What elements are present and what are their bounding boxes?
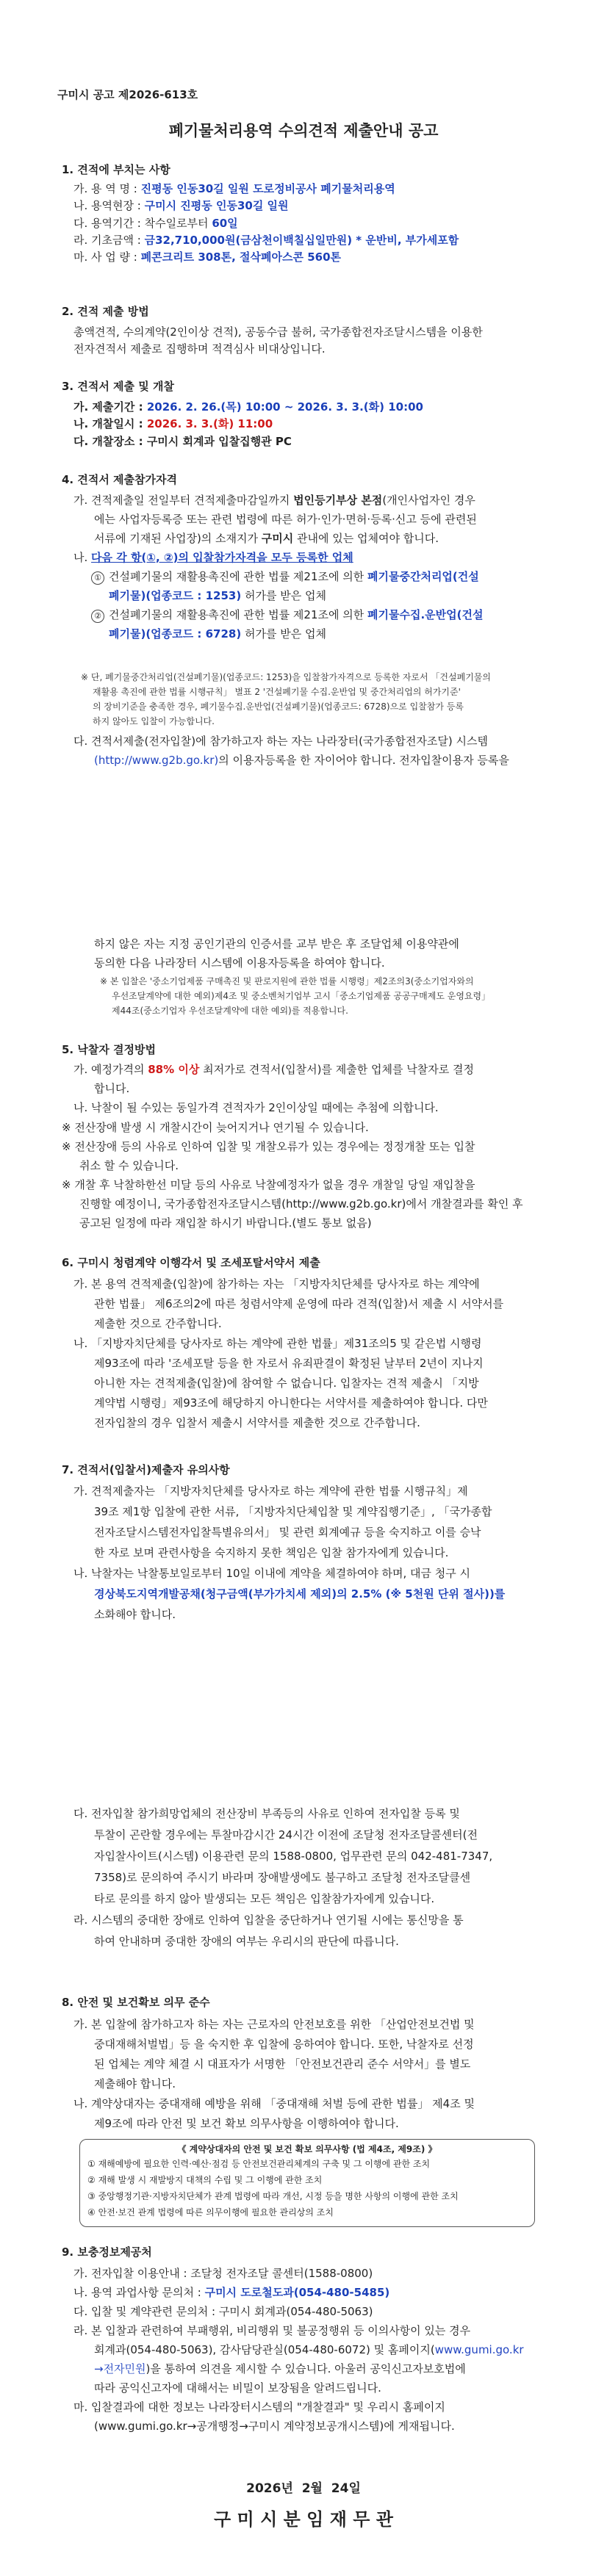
item-quantity: 마. 사 업 량 : 폐콘크리트 308톤, 절삭폐아스콘 560톤 [73,250,341,264]
box-title: 《 계약상대자의 안전 및 보건 확보 의무사항 (법 제4조, 제9조) 》 [177,2144,437,2154]
section-7-top: 가. 견적제출자는 「지방자치단체를 당사자로 하는 계약에 관한 법률 시행규칙」제 39조 제1항 입찰에 관한 서류, 「지방자치단체입찰 및 계약집행기준」, 「국가종합 전자조달시스템전자입찰특별유의서」 및 관련 회계예규 등을 숙지하고 이를 승낙 한 자로 보며 관련사항을 숙지하지 못한 책임은 입찰 참가자에게 있습니다. 나. 낙찰자는 낙찰통보일로부터 10일 이내에 계약을 체결하여야 하며, 대금 청구 시 경상북도지역개발공채(청구금액(부가가치세 제외)의 2.5% (※ 5천원 단위 절사))를 소화해야 합니다. [73,1484,506,1621]
section-3-body: 가. 제출기간 : 2026. 2. 26.(목) 10:00 ~ 2026. 3. 3.(화) 10:00 나. 개찰일시 : 2026. 3. 3.(화) 11:00 다. 개찰장소 : 구미시 회계과 입찰집행관 PC [73,400,423,448]
page-title: 폐기물처리용역 수의견적 제출안내 공고 [168,122,439,140]
section-9-heading: 9. 보충정보제공처 [62,2245,152,2259]
section-9-body: 가. 전자입찰 이용안내 : 조달청 전자조달 콜센터(1588-0800) 나. 용역 과업사항 문의처 : 구미시 도로철도과(054-480-5485) 다. 입찰 및 계약관련 문의처 : 구미시 회계과(054-480-5063) 라. 본 입찰과 관련하여 부패행위, 비리행위 및 불공정행위 등 이의사항이 있는 경우 회계과(054-480-5063), 감사담당관실(054-480-6072) 및 홈페이지(www.gumi.go.kr →전자민원)을 통하여 의견을 제시할 수 있습니다. 아울러 공익신고자보호법에 따라 공익신고자에 대해서는 비밀이 보장됨을 알려드립니다. 마. 입찰결과에 대한 정보는 나라장터시스템의 "개찰결과" 및 우리시 홈페이지 (www.gumi.go.kr→공개행정→구미시 계약정보공개시스템)에 게재됩니다. [73,2267,524,2433]
issuer-name: 구 미 시 분 임 재 무 관 [214,2509,393,2530]
box-item: ① 재해예방에 필요한 인력·예산·점검 등 안전보건관리체계의 구축 및 그 이행에 관한 조치 [87,2159,431,2169]
box-item: ③ 중앙행정기관·지방자치단체가 관계 법령에 따라 개선, 시정 등을 명한 사항의 이행에 관한 조치 [87,2191,459,2201]
section-1-heading: 1. 견적에 부치는 사항 [62,163,170,176]
section-5-body: 가. 예정가격의 88% 이상 최저가로 견적서(입찰서)를 제출한 업체를 낙찰자로 결정 합니다. 나. 낙찰이 될 수있는 동일가격 견적자가 2인이상일 때에는 추첨에 의합니다. [73,1063,474,1114]
section-4-da-bottom: 하지 않은 자는 지정 공인기관의 인증서를 교부 받은 후 조달업체 이용약관에 동의한 다음 나라장터 시스템에 이용자등록을 하여야 합니다. [94,937,459,970]
safety-obligations-box [79,2139,535,2227]
item-period: 다. 용역기간 : 착수일로부터 60일 [73,216,238,230]
section-4-procurement-note: ※ 본 입찰은 '중소기업제품 구매촉진 및 판로지원에 관한 법률 시행령」제2조의3(중소기업자와의 우선조달계약에 대한 예외)제4조 및 중소벤처기업부 고시「중소기업제품 공공구매제도 운영요령」 제44조(중소기업자 우선조달계약에 대한 예외)를 적용합니다. [100,976,491,1016]
section-8-heading: 8. 안전 및 보건확보 의무 준수 [62,1996,210,2009]
notice-date: 2026년 2월 24일 [246,2481,361,2496]
section-4-body: 가. 견적제출일 전일부터 견적제출마감일까지 법인등기부상 본점(개인사업자인 경우 에는 사업자등록증 또는 관련 법령에 따른 허가·인가·면허·등록·신고 등에 관련된 서류에 기재된 사업장)의 소재지가 구미시 관내에 있는 업체여야 합니다. 나. 다음 각 항(①, ②)의 입찰참가자격을 모두 등록한 업체 ① 건설폐기물의 재활용촉진에 관한 법률 제21조에 의한 폐기물중간처리업(건설 폐기물)(업종코드 : 1253) 허가를 받은 업체 ② 건설폐기물의 재활용촉진에 관한 법률 제21조에 의한 폐기물수집.운반업(건설 폐기물)(업종코드 : 6728) 허가를 받은 업체 [73,494,484,641]
section-4-da-top: 다. 견적서제출(전자입찰)에 참가하고자 하는 자는 나라장터(국가종합전자조달) 시스템 (http://www.g2b.go.kr)의 이용자등록을 한 자이어야 합니다. 전자입찰이용자 등록을 [73,735,509,767]
item-base-amount: 라. 기초금액 : 금32,710,000원(금삼천이백칠십일만원) * 운반비, 부가세포함 [73,233,459,247]
section-2-body: 총액견적, 수의계약(2인이상 견적), 공동수급 불허, 국가종합전자조달시스템을 이용한 전자견적서 제출로 집행하며 적격심사 비대상입니다. [73,325,483,356]
section-8-body: 가. 본 입찰에 참가하고자 하는 자는 근로자의 안전보호를 위한 「산업안전보건법 및 중대재해처벌법」등 을 숙지한 후 입찰에 응하여야 합니다. 또한, 낙찰자로 선정 된 업체는 계약 체결 시 대표자가 서명한 「안전보건관리 준수 서약서」를 별도 제출해야 합니다. 나. 계약상대자는 중대재해 예방을 위해 「중대재해 처벌 등에 관한 법률」 제4조 및 제9조에 따라 안전 및 보건 확보 의무사항을 이행하여야 합니다. [73,2018,475,2130]
box-item: ④ 안전·보건 관계 법령에 따른 의무이행에 필요한 관리상의 조치 [87,2207,334,2218]
item-service-name: 가. 용 역 명 : 진평동 인동30길 일원 도로정비공사 폐기물처리용역 [73,182,395,195]
section-3-heading: 3. 견적서 제출 및 개찰 [62,380,174,393]
section-5-notes: ※ 전산장애 발생 시 개찰시간이 늦어지거나 연기될 수 있습니다. ※ 전산장애 등의 사유로 인하여 입찰 및 개찰오류가 있는 경우에는 정정개찰 또는 입찰 취소 할 수 있습니다. ※ 개찰 후 낙찰하한선 미달 등의 사유로 낙찰예정자가 없을 경우 개찰일 당일 재입찰을 진행할 예정이니, 국가종합전자조달시스템(http://www.g2b.go.kr)에서 개찰결과를 확인 후 공고된 일정에 따라 재입찰 하시기 바랍니다.(별도 통보 없음) [62,1121,523,1230]
e-petition-link[interactable]: →전자민원 [94,2362,146,2375]
section-4-note: ※ 단, 폐기물중간처리업(건설폐기물)(업종코드: 1253)을 입찰참가자격으로 등록한 자로서 「건설폐기물의 재활용 촉진에 관한 법률 시행규칙」 별표 2 '건설폐기물 수집.운반업 및 중간처리업의 허가기준' 의 장비기준을 충족한 경우, 폐기물수집.운반업(건설폐기물)(업종코드: 6728)으로 입찰참가 등록 하지 않아도 입찰이 가능합니다. [81,672,491,726]
box-item: ② 재해 발생 시 재발방지 대책의 수립 및 그 이행에 관한 조치 [87,2175,323,2185]
item-site: 나. 용역현장 : 구미시 진평동 인동30길 일원 [73,199,289,213]
section-6-body: 가. 본 용역 견적제출(입찰)에 참가하는 자는 「지방자치단체를 당사자로 하는 계약에 관한 법률」 제6조의2에 따른 청렴서약제 운영에 따라 견적(입찰)서 제출 시 서약서를 제출한 것으로 간주합니다. 나. 「지방자치단체를 당사자로 하는 계약에 관한 법률」제31조의5 및 같은법 시행령 제93조에 따라 '조세포탈 등을 한 자로서 유죄판결이 확정된 날부터 2년이 지나지 아니한 자는 견적제출(입찰)에 참여할 수 없습니다. 입찰자는 견적 제출시 「지방 계약법 시행령」제93조에 해당하지 아니한다는 서약서를 제출하여야 합니다. 다만 전자입찰의 경우 입찰서 제출시 서약서를 제출한 것으로 간주합니다. [73,1277,504,1429]
section-6-heading: 6. 구미시 청렴계약 이행각서 및 조세포탈서약서 제출 [62,1256,320,1269]
section-4-heading: 4. 견적서 제출참가자격 [62,473,177,486]
section-7-heading: 7. 견적서(입찰서)제출자 유의사항 [62,1463,230,1476]
section-5-heading: 5. 낙찰자 결정방법 [62,1043,157,1056]
notice-number: 구미시 공고 제2026-613호 [57,88,198,101]
section-1-items [73,181,459,266]
gumi-homepage-link[interactable]: www.gumi.go.kr [434,2343,524,2356]
section-2-heading: 2. 견적 제출 방법 [62,305,149,318]
g2b-link[interactable]: (http://www.g2b.go.kr) [94,754,219,767]
section-7-bottom: 다. 전자입찰 참가희망업체의 전산장비 부족등의 사유로 인하여 전자입찰 등록 및 투찰이 곤란할 경우에는 투찰마감시간 24시간 이전에 조달청 전자조달콜센터(전 자입찰사이트(시스템) 이용관련 문의 1588-0800, 업무관련 문의 042-481-7347, 7358)로 문의하여 주시기 바라며 장애발생에도 불구하고 조달청 전자조달클센 타로 문의를 하지 않아 발생되는 모든 책임은 입찰참가자에게 있습니다. 라. 시스템의 중대한 장애로 인하여 입찰을 중단하거나 연기될 시에는 통신망을 통 하여 안내하며 중대한 장애의 여부는 우리시의 판단에 따릅니다. [73,1807,493,1948]
